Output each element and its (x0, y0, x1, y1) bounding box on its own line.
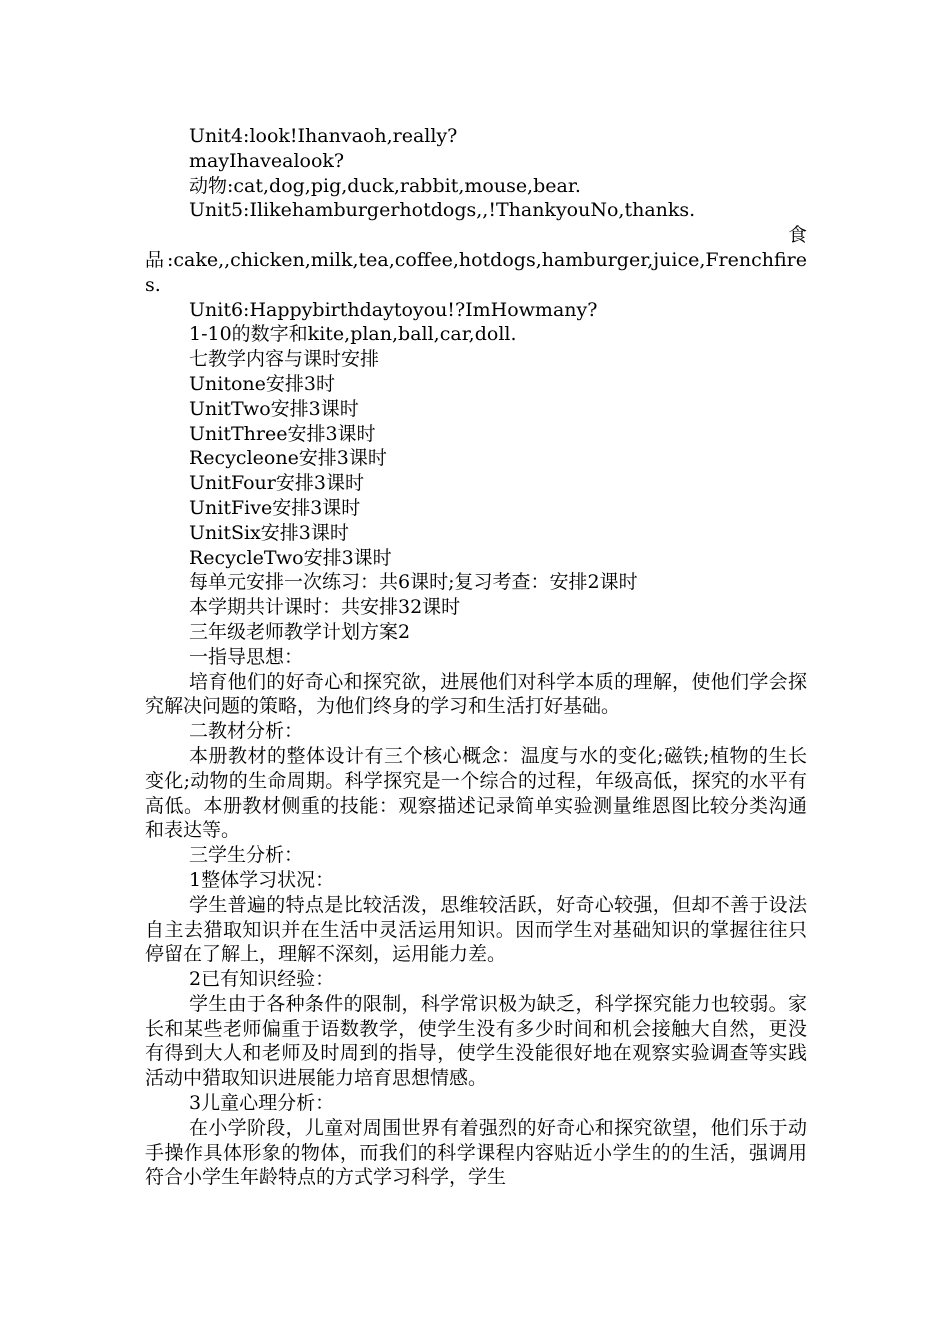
text-line: 本学期共计课时：共安排32课时 (189, 596, 461, 619)
subheading: 1整体学习状况： (189, 868, 335, 891)
text-line: 每单元安排一次练习：共6课时;复习考查：安排2课时 (189, 571, 638, 594)
section-heading: 一指导思想： (189, 645, 304, 668)
paragraph: 学生由于各种条件的限制，科学常识极为缺乏，科学探究能力也较弱。家长和某些老师偏重于语数教学，使学生没有多少时间和机会接触大自然，更没有得到大人和老师及时周到的指导，使学生没能很好地在观察实验调查等实践活动中猎取知识进展能力培育思想情感。 (145, 992, 807, 1090)
subheading: 3儿童心理分析： (189, 1092, 335, 1115)
text-line: 品:cake,,chicken,milk,tea,coffee,hotdogs,hamburger,juice,Frenchfires. (145, 248, 807, 296)
schedule-item: UnitTwo安排3课时 (189, 397, 359, 420)
text-line: 1-10的数字和kite,plan,ball,car,doll. (189, 323, 517, 346)
document-page (145, 124, 807, 1190)
text-line: Unit5:Ilikehamburgerhotdogs,,!ThankyouNo,thanks. (189, 199, 696, 222)
schedule-item: UnitFive安排3课时 (189, 496, 361, 519)
schedule-item: Unitone安排3时 (189, 372, 335, 395)
section-heading: 七教学内容与课时安排 (189, 348, 380, 371)
section-heading: 二教材分析： (189, 720, 304, 743)
document-title: 三年级老师教学计划方案2 (189, 620, 411, 643)
paragraph: 培育他们的好奇心和探究欲，进展他们对科学本质的理解，使他们学会探究解决问题的策略，为他们终身的学习和生活打好基础。 (145, 670, 807, 718)
schedule-item: UnitSix安排3课时 (189, 521, 349, 544)
text-line: 食 (787, 224, 807, 247)
schedule-item: UnitFour安排3课时 (189, 472, 364, 495)
paragraph: 在小学阶段，儿童对周围世界有着强烈的好奇心和探究欲望，他们乐于动手操作具体形象的物体，而我们的科学课程内容贴近小学生的的生活，强调用符合小学生年龄特点的方式学习科学，学生 (145, 1116, 807, 1189)
schedule-item: RecycleTwo安排3课时 (189, 546, 392, 569)
subheading: 2已有知识经验： (189, 968, 335, 991)
section-heading: 三学生分析： (189, 844, 304, 867)
text-line: 动物:cat,dog,pig,duck,rabbit,mouse,bear. (189, 174, 581, 197)
text-line: mayIhavealook? (189, 149, 345, 172)
paragraph: 学生普遍的特点是比较活泼，思维较活跃，好奇心较强，但却不善于设法自主去猎取知识并在生活中灵活运用知识。因而学生对基础知识的掌握往往只停留在了解上，理解不深刻，运用能力差。 (145, 893, 807, 966)
text-line: Unit4:look!Ihanvaoh,really? (189, 125, 458, 147)
paragraph: 本册教材的整体设计有三个核心概念：温度与水的变化;磁铁;植物的生长变化;动物的生命周期。科学探究是一个综合的过程，年级高低，探究的水平有高低。本册教材侧重的技能：观察描述记录简单实验测量维恩图比较分类沟通和表达等。 (145, 744, 807, 842)
schedule-item: Recycleone安排3课时 (189, 447, 387, 470)
schedule-item: UnitThree安排3课时 (189, 422, 376, 445)
text-line: Unit6:Happybirthdaytoyou!?ImHowmany? (189, 298, 598, 321)
